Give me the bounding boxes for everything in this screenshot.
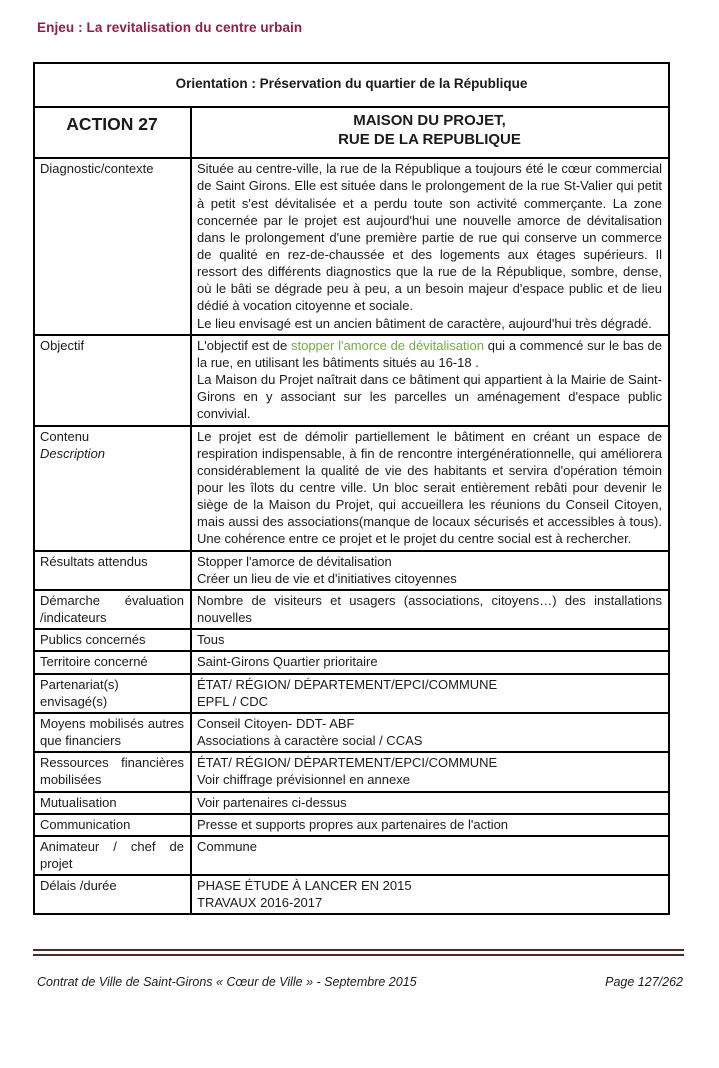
- communication-text: Presse et supports propres aux partenaires de l'action: [197, 816, 509, 832]
- animateur-value: [191, 836, 669, 875]
- objectif-paragraph-1: [197, 337, 662, 371]
- footer-double-rule: [33, 949, 684, 956]
- mutualisation-label: Mutualisation: [34, 792, 191, 814]
- diagnostic-paragraph-1: Située au centre-ville, la rue de la République a toujours été le cœur commercial de Saint Girons. Elle est située dans le prolongement de la rue St-Valier qui petit à petit s'est dévitalisée et a perdu toute son activité commerçante. La zone concernée par le projet est aujourd'hui une nouvelle amorce de dévitalisation dans le prolongement d'une première partie de rue qui conserve un commerce de qualité en rez-de-chaussée et des logements aux étages supérieurs. Il ressort des différents diagnostics que la rue de la République, sombre, dense, où le bâti se dégrade peu à peu, a un besoin majeur d'espace public et de lieu dédié à vocation citoyenne et sociale.: [197, 161, 662, 314]
- partenariat-value: [191, 674, 669, 713]
- ressources-value: [191, 752, 669, 791]
- resultats-line1: Stopper l'amorce de dévitalisation: [197, 553, 392, 569]
- row-mutualisation: [34, 792, 669, 814]
- contenu-paragraph: Le projet est de démolir partiellement le bâtiment en créant un espace de respiration indispensable, à fin de rencontre intergénérationnelle, qui améliorera considérablement la qualité de vie des habitants et servira d'opération témoin pour les îlots du centre ville. Un bloc serait entièrement rebâti pour devenir le siège de la Maison du Projet, qui accueillera les réunions du Conseil Citoyen, mais aussi des associations(manque de locaux sécurisés et accessibles à tous). Une cohérence entre ce projet et le projet du centre social est à rechercher.: [197, 428, 662, 547]
- delais-label: Délais /durée: [34, 875, 191, 914]
- moyens-label: Moyens mobilisés autres que financiers: [34, 713, 191, 752]
- objectif-intro: L'objectif est de: [197, 337, 291, 353]
- row-moyens: [34, 713, 669, 752]
- moyens-value: [191, 713, 669, 752]
- resultats-line2: Créer un lieu de vie et d'initiatives citoyennes: [197, 570, 457, 586]
- action-number: ACTION 27: [34, 107, 191, 158]
- row-territoire: [34, 651, 669, 673]
- publics-text: Tous: [197, 632, 225, 648]
- partenariat-line2: EPFL / CDC: [197, 693, 269, 709]
- publics-value: [191, 629, 669, 651]
- row-objectif: [34, 335, 669, 426]
- page-footer: [37, 975, 683, 989]
- row-demarche: [34, 590, 669, 629]
- territoire-text: Saint-Girons Quartier prioritaire: [197, 654, 378, 670]
- row-communication: [34, 814, 669, 836]
- objectif-after: qui a commencé sur le bas de la rue, en utilisant les bâtiments situés au 16-18 .: [197, 337, 662, 370]
- publics-label: Publics concernés: [34, 629, 191, 651]
- row-delais: [34, 875, 669, 914]
- objectif-value: [191, 335, 669, 426]
- moyens-line1: Conseil Citoyen- DDT- ABF: [197, 715, 355, 731]
- ressources-line2: Voir chiffrage prévisionnel en annexe: [197, 772, 410, 788]
- ressources-line1: ÉTAT/ RÉGION/ DÉPARTEMENT/EPCI/COMMUNE: [197, 755, 498, 771]
- row-diagnostic: [34, 158, 669, 335]
- delais-line2: TRAVAUX 2016-2017: [197, 895, 323, 911]
- row-animateur: [34, 836, 669, 875]
- diagnostic-label: Diagnostic/contexte: [34, 158, 191, 335]
- action-title-line1: MAISON DU PROJET,: [353, 111, 506, 129]
- orientation-row: [34, 63, 669, 107]
- demarche-text: Nombre de visiteurs et usagers (associations, citoyens…) des installations nouvelles: [197, 592, 662, 626]
- row-publics: [34, 629, 669, 651]
- diagnostic-value: [191, 158, 669, 335]
- contenu-label-line1: Contenu: [40, 428, 90, 444]
- footer-page-number: Page 127/262: [605, 975, 683, 990]
- demarche-value: [191, 590, 669, 629]
- resultats-value: [191, 551, 669, 590]
- row-ressources: [34, 752, 669, 791]
- action-title-line2: RUE DE LA REPUBLIQUE: [338, 131, 521, 148]
- contenu-label-line2: Description: [40, 445, 106, 461]
- objectif-paragraph-2: La Maison du Projet naîtrait dans ce bâtiment qui appartient à la Mairie de Saint-Girons en y associant sur les parcelles un aménagement d'espace public convivial.: [197, 372, 662, 422]
- territoire-value: [191, 651, 669, 673]
- objectif-highlight: stopper l'amorce de dévitalisation: [290, 337, 484, 353]
- delais-value: [191, 875, 669, 914]
- row-contenu: [34, 426, 669, 551]
- resultats-label: Résultats attendus: [34, 551, 191, 590]
- objectif-label: Objectif: [34, 335, 191, 426]
- footer-document-title: Contrat de Ville de Saint-Girons « Cœur de Ville » - Septembre 2015: [37, 975, 417, 990]
- action-row: [34, 107, 669, 158]
- communication-label: Communication: [34, 814, 191, 836]
- action-table: [33, 62, 670, 915]
- communication-value: [191, 814, 669, 836]
- row-resultats: [34, 551, 669, 590]
- contenu-label: [34, 426, 191, 551]
- orientation-heading: Orientation : Préservation du quartier de la République: [34, 63, 669, 107]
- partenariat-line1: ÉTAT/ RÉGION/ DÉPARTEMENT/EPCI/COMMUNE: [197, 676, 498, 692]
- demarche-label: Démarche évaluation /indicateurs: [34, 590, 191, 629]
- partenariat-label: Partenariat(s) envisagé(s): [34, 674, 191, 713]
- delais-line1: PHASE ÉTUDE À LANCER EN 2015: [197, 878, 412, 894]
- contenu-value: [191, 426, 669, 551]
- animateur-label: Animateur / chef de projet: [34, 836, 191, 875]
- moyens-line2: Associations à caractère social / CCAS: [197, 733, 423, 749]
- ressources-label: Ressources financières mobilisées: [34, 752, 191, 791]
- action-title: [191, 107, 669, 158]
- mutualisation-text: Voir partenaires ci-dessus: [197, 794, 347, 810]
- enjeu-heading: Enjeu : La revitalisation du centre urbain: [37, 20, 303, 35]
- mutualisation-value: [191, 792, 669, 814]
- territoire-label: Territoire concerné: [34, 651, 191, 673]
- animateur-text: Commune: [197, 838, 257, 854]
- row-partenariat: [34, 674, 669, 713]
- diagnostic-paragraph-2: Le lieu envisagé est un ancien bâtiment de caractère, aujourd'hui très dégradé.: [197, 315, 652, 331]
